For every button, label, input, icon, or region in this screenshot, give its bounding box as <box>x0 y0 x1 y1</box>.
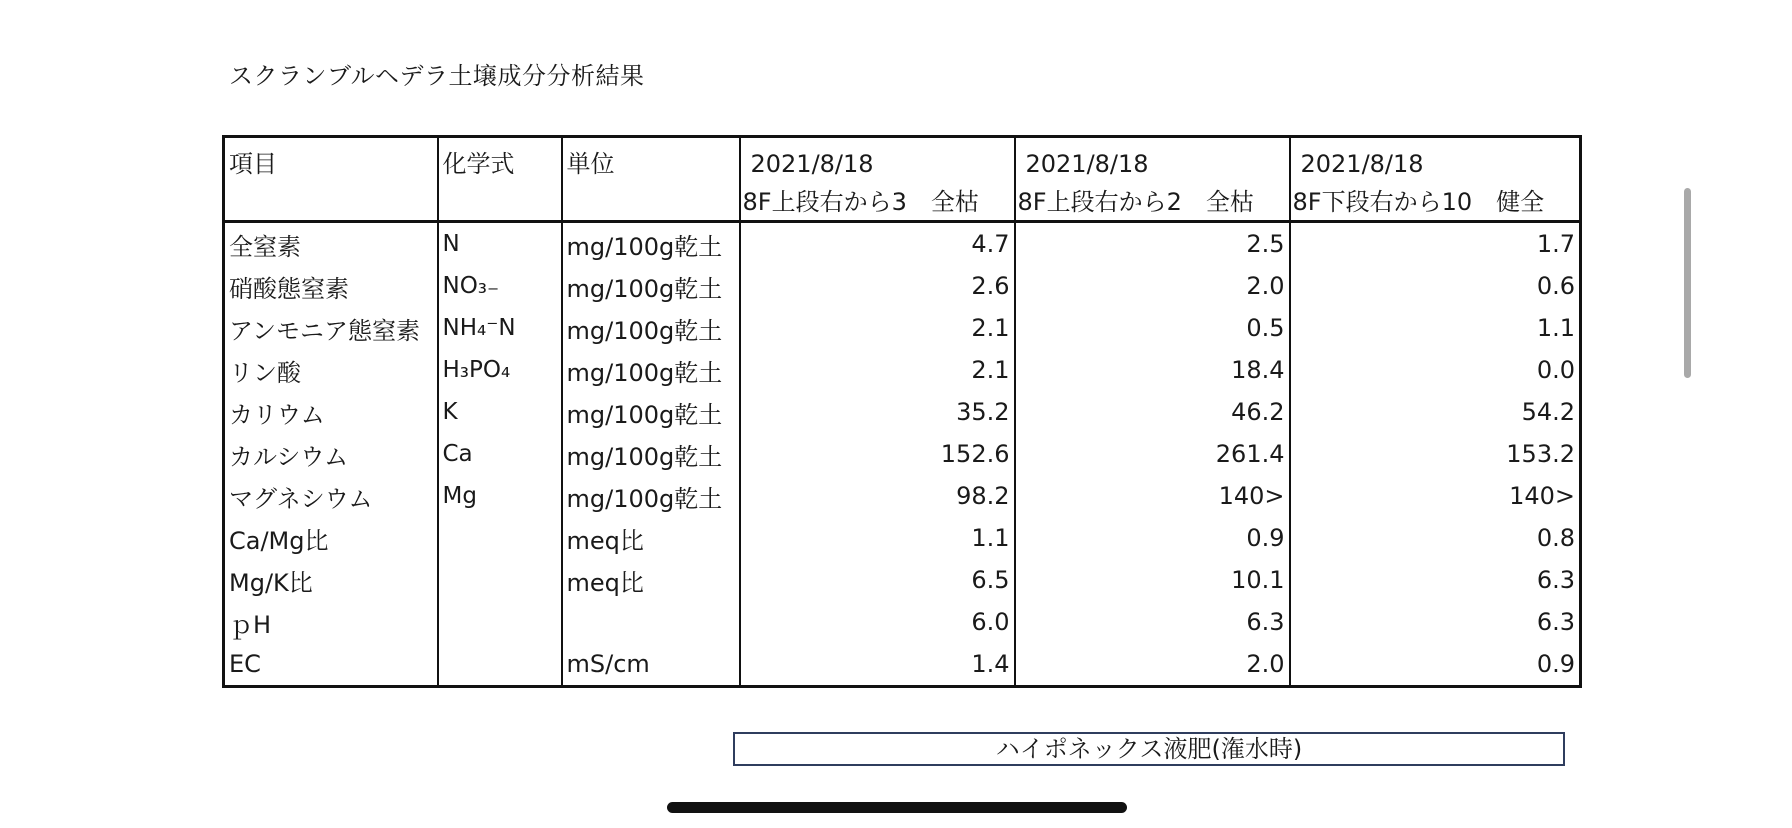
row-unit: mg/100g乾土 <box>562 391 740 433</box>
row-value-sample-3: 54.2 <box>1290 391 1581 433</box>
row-unit <box>562 601 740 643</box>
table-row <box>224 349 1581 391</box>
row-unit: mS/cm <box>562 643 740 687</box>
row-value-sample-1: 4.7 <box>740 222 1015 266</box>
row-value-sample-1: 152.6 <box>740 433 1015 475</box>
row-formula <box>438 601 562 643</box>
header-unit: 単位 <box>562 137 740 222</box>
table-row <box>224 307 1581 349</box>
row-value-sample-1: 2.1 <box>740 349 1015 391</box>
table-row <box>224 265 1581 307</box>
row-value-sample-3: 0.0 <box>1290 349 1581 391</box>
table-row <box>224 601 1581 643</box>
row-value-sample-2: 2.0 <box>1015 265 1290 307</box>
row-value-sample-3: 140> <box>1290 475 1581 517</box>
row-item: Ca/Mg比 <box>229 526 329 555</box>
table-row <box>224 391 1581 433</box>
row-formula <box>438 643 562 687</box>
header-sample-1-label: 8F上段右から3 全枯 <box>740 178 1015 222</box>
row-value-sample-3: 0.8 <box>1290 517 1581 559</box>
row-unit: mg/100g乾土 <box>562 433 740 475</box>
row-value-sample-2: 0.5 <box>1015 307 1290 349</box>
table-row <box>224 559 1581 601</box>
table-row <box>224 643 1581 687</box>
row-value-sample-1: 6.5 <box>740 559 1015 601</box>
header-sample-2-date: 2021/8/18 <box>1015 137 1290 179</box>
header-item: 項目 <box>229 150 277 178</box>
row-formula: K <box>438 391 562 433</box>
row-value-sample-2: 46.2 <box>1015 391 1290 433</box>
home-indicator[interactable] <box>667 802 1127 813</box>
row-value-sample-2: 0.9 <box>1015 517 1290 559</box>
row-value-sample-3: 1.7 <box>1290 222 1581 266</box>
row-formula: NO₃₋ <box>438 265 562 307</box>
row-item: カリウム <box>229 400 325 429</box>
row-formula: NH₄⁻N <box>438 307 562 349</box>
row-item: Mg/K比 <box>229 568 313 597</box>
row-value-sample-1: 2.1 <box>740 307 1015 349</box>
header-sample-1-date: 2021/8/18 <box>740 137 1015 179</box>
row-value-sample-3: 6.3 <box>1290 559 1581 601</box>
row-item: マグネシウム <box>229 484 373 513</box>
row-item: 全窒素 <box>229 232 301 261</box>
row-value-sample-2: 2.5 <box>1015 222 1290 266</box>
document-title: スクランブルヘデラ土壌成分分析結果 <box>229 62 645 90</box>
row-value-sample-2: 10.1 <box>1015 559 1290 601</box>
row-formula <box>438 517 562 559</box>
row-unit: meq比 <box>562 559 740 601</box>
row-value-sample-1: 2.6 <box>740 265 1015 307</box>
header-sample-2-label: 8F上段右から2 全枯 <box>1015 178 1290 222</box>
row-unit: mg/100g乾土 <box>562 349 740 391</box>
row-unit: mg/100g乾土 <box>562 265 740 307</box>
soil-analysis-table <box>222 135 1582 688</box>
row-value-sample-1: 1.1 <box>740 517 1015 559</box>
row-value-sample-3: 0.6 <box>1290 265 1581 307</box>
row-value-sample-1: 98.2 <box>740 475 1015 517</box>
row-value-sample-3: 1.1 <box>1290 307 1581 349</box>
row-value-sample-3: 0.9 <box>1290 643 1581 687</box>
row-value-sample-2: 261.4 <box>1015 433 1290 475</box>
row-value-sample-2: 140> <box>1015 475 1290 517</box>
row-unit: mg/100g乾土 <box>562 475 740 517</box>
header-sample-3-date: 2021/8/18 <box>1290 137 1581 179</box>
row-item: EC <box>229 650 261 678</box>
row-unit: mg/100g乾土 <box>562 222 740 266</box>
table-row <box>224 222 1581 266</box>
row-unit: mg/100g乾土 <box>562 307 740 349</box>
vertical-scrollbar-thumb[interactable] <box>1684 188 1691 378</box>
header-sample-3-label: 8F下段右から10 健全 <box>1290 178 1581 222</box>
row-value-sample-3: 153.2 <box>1290 433 1581 475</box>
row-item: 硝酸態窒素 <box>229 274 349 303</box>
caption-box: ハイポネックス液肥(潅水時) <box>733 732 1565 766</box>
row-item: ｐH <box>229 610 272 639</box>
table-row <box>224 517 1581 559</box>
row-value-sample-2: 18.4 <box>1015 349 1290 391</box>
row-item: アンモニア態窒素 <box>229 316 421 345</box>
row-formula <box>438 559 562 601</box>
row-item: カルシウム <box>229 442 349 471</box>
header-row-dates <box>224 137 1581 179</box>
row-value-sample-1: 6.0 <box>740 601 1015 643</box>
row-value-sample-1: 35.2 <box>740 391 1015 433</box>
row-value-sample-2: 2.0 <box>1015 643 1290 687</box>
table-row <box>224 433 1581 475</box>
row-item: リン酸 <box>229 358 301 387</box>
row-value-sample-2: 6.3 <box>1015 601 1290 643</box>
table-row <box>224 475 1581 517</box>
row-formula: H₃PO₄ <box>438 349 562 391</box>
row-formula: Ca <box>438 433 562 475</box>
row-formula: N <box>438 222 562 266</box>
row-value-sample-3: 6.3 <box>1290 601 1581 643</box>
header-formula: 化学式 <box>438 137 562 222</box>
row-formula: Mg <box>438 475 562 517</box>
row-value-sample-1: 1.4 <box>740 643 1015 687</box>
row-unit: meq比 <box>562 517 740 559</box>
